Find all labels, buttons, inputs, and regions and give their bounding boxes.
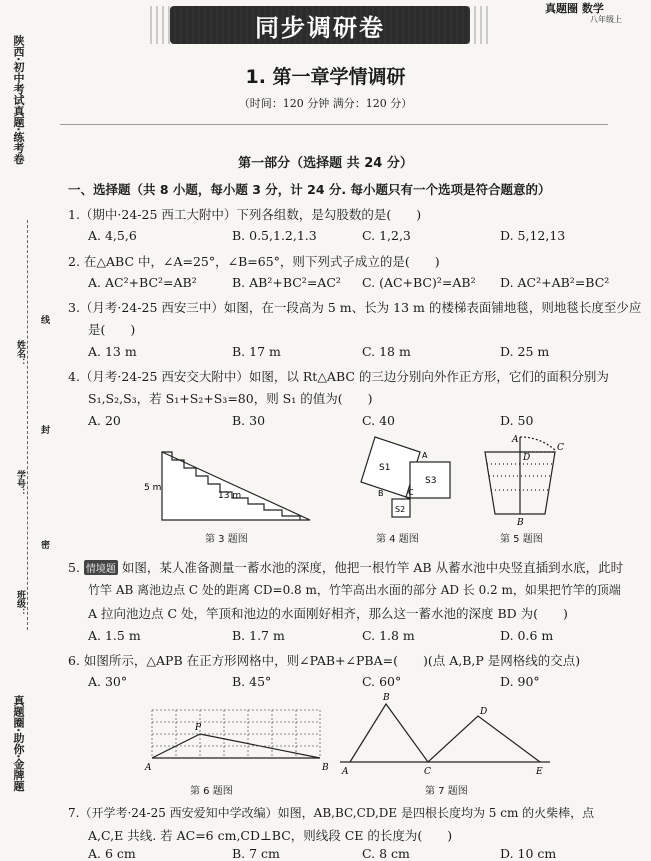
q5-option-b: B. 1.7 m xyxy=(232,628,285,643)
q2-option-c: C. (AC+BC)²=AB² xyxy=(362,275,476,290)
question-5-cont2: A 拉向池边点 C 处，竿顶和池边的水面刚好相齐，那么这一蓄水池的深度 BD 为( ) xyxy=(88,606,568,621)
fig7-a: A xyxy=(342,767,349,777)
question-1: 1.（期中·24-25 西工大附中）下列各组数，是勾股数的是( ) xyxy=(68,207,422,222)
grade-label: 八年级上 xyxy=(590,15,622,24)
fig3-height-label: 5 m xyxy=(144,483,162,493)
figure-3-stairs xyxy=(162,452,310,520)
q5-tag: 情境题 xyxy=(84,560,118,575)
fig7-b: B xyxy=(383,693,390,703)
q5-option-d: D. 0.6 m xyxy=(500,628,554,643)
q4-option-d: D. 50 xyxy=(500,413,534,428)
fig7-d: D xyxy=(480,707,488,717)
side-label: 线 xyxy=(39,315,49,324)
question-4-cont: S₁,S₂,S₃，若 S₁+S₂+S₃=80，则 S₁ 的值为( ) xyxy=(88,391,373,406)
question-7-cont: A,C,E 共线. 若 AC=6 cm,CD⊥BC，则线段 CE 的长度为( ) xyxy=(88,828,453,843)
figure-7-matchsticks xyxy=(340,704,550,762)
q7-option-b: B. 7 cm xyxy=(232,846,280,861)
fig4-b: B xyxy=(378,489,384,498)
fig7-c: C xyxy=(424,767,431,777)
figure-4-squares xyxy=(361,437,450,517)
side-label: 班级： xyxy=(15,590,25,617)
question-5 xyxy=(68,558,623,576)
q3-option-c: C. 18 m xyxy=(362,344,411,359)
part-title: 第一部分（选择题 共 24 分） xyxy=(238,156,413,171)
side-label: 姓名： xyxy=(15,340,25,367)
q6-option-b: B. 45° xyxy=(232,674,272,689)
q5-option-a: A. 1.5 m xyxy=(88,628,141,643)
chapter-title: 1. 第一章学情调研 xyxy=(245,66,406,88)
side-label: 密 xyxy=(39,540,49,549)
q6-option-c: C. 60° xyxy=(362,674,402,689)
binding-line xyxy=(27,220,28,630)
q1-option-d: D. 5,12,13 xyxy=(500,228,566,243)
q4-option-c: C. 40 xyxy=(362,413,395,428)
fig5-c: C xyxy=(557,443,564,453)
fig4-a: A xyxy=(422,451,428,460)
q5-stem: 如图，某人准备测量一蓄水池的深度，他把一根竹竿 AB 从蓄水池中央竖直插到水底，此时 xyxy=(121,560,624,575)
q2-option-d: D. AC²+AB²=BC² xyxy=(500,275,610,290)
q7-option-d: D. 10 cm xyxy=(500,846,557,861)
side-label: 学号： xyxy=(15,470,25,497)
q7-option-a: A. 6 cm xyxy=(88,846,136,861)
fig4-caption: 第 4 题图 xyxy=(376,534,419,545)
brand-label: 真题圈 数学 xyxy=(545,2,604,15)
fig5-a: A xyxy=(512,435,519,445)
fig7-caption: 第 7 题图 xyxy=(425,786,468,797)
fig5-b: B xyxy=(517,518,524,528)
question-6: 6. 如图所示，△APB 在正方形网格中，则∠PAB+∠PBA=( )(点 A,B,P 是网格线的交点) xyxy=(68,653,581,668)
fig4-c: C xyxy=(408,488,414,497)
q3-option-d: D. 25 m xyxy=(500,344,550,359)
question-2: 2. 在△ABC 中，∠A=25°，∠B=65°，则下列式子成立的是( ) xyxy=(68,254,440,269)
q6-option-d: D. 90° xyxy=(500,674,540,689)
q4-option-a: A. 20 xyxy=(88,413,121,428)
fig6-p: P xyxy=(195,723,202,733)
q2-option-b: B. AB²+BC²=AC² xyxy=(232,275,341,290)
fig5-caption: 第 5 题图 xyxy=(500,534,543,545)
q6-option-a: A. 30° xyxy=(88,674,128,689)
section-title: 一、选择题（共 8 小题，每小题 3 分，计 24 分. 每小题只有一个选项是符合题意的） xyxy=(68,182,551,197)
question-7: 7.（开学考·24-25 西安爱知中学改编）如图，AB,BC,CD,DE 是四根长度均为 5 cm 的火柴棒，点 xyxy=(68,806,595,820)
question-4: 4.（月考·24-25 西安交大附中）如图，以 Rt△ABC 的三边分别向外作正方形，它们的面积分别为 xyxy=(68,369,609,384)
question-5-cont: 竹竿 AB 离池边点 C 处的距离 CD=0.8 m，竹竿高出水面的部分 AD 长 0.2 m，如果把竹竿的顶端 xyxy=(88,583,621,597)
side-label: 封 xyxy=(39,425,49,434)
question-3-cont: 是( ) xyxy=(88,322,136,337)
figures-row-2 xyxy=(140,690,560,780)
fig4-s3: S3 xyxy=(425,476,437,486)
exam-time: （时间：120 分钟 满分：120 分） xyxy=(238,97,413,110)
question-3: 3.（月考·24-25 西安三中）如图，在一段高为 5 m、长为 13 m 的楼梯表面铺地毯，则地毯长度至少应 xyxy=(68,300,642,315)
figures-row-1 xyxy=(140,432,580,542)
header-banner: 同步调研卷 xyxy=(255,13,385,42)
sidebar-top-text: 陕西·初中考试真题·练考卷 xyxy=(12,35,25,165)
sidebar-bottom-text: 真题圈·助你·金牌题 xyxy=(12,695,25,792)
fig3-length-label: 13 m xyxy=(218,491,242,501)
q7-option-c: C. 8 cm xyxy=(362,846,410,861)
q1-option-c: C. 1,2,3 xyxy=(362,228,411,243)
q3-option-b: B. 17 m xyxy=(232,344,281,359)
divider xyxy=(60,124,608,125)
q1-option-b: B. 0.5,1.2,1.3 xyxy=(232,228,317,243)
q1-option-a: A. 4,5,6 xyxy=(88,228,137,243)
q5-number: 5. xyxy=(68,560,80,575)
q4-option-b: B. 30 xyxy=(232,413,266,428)
fig6-a: A xyxy=(145,763,152,773)
fig7-e: E xyxy=(536,767,543,777)
fig4-s2: S2 xyxy=(395,505,406,514)
fig6-caption: 第 6 题图 xyxy=(190,786,233,797)
figure-6-grid xyxy=(152,710,320,758)
fig4-s1: S1 xyxy=(379,463,391,473)
q3-option-a: A. 13 m xyxy=(88,344,137,359)
figure-5-pool xyxy=(485,437,555,514)
q2-option-a: A. AC²+BC²=AB² xyxy=(88,275,197,290)
fig6-b: B xyxy=(322,763,329,773)
fig5-d: D xyxy=(523,453,531,463)
fig3-caption: 第 3 题图 xyxy=(205,534,248,545)
q5-option-c: C. 1.8 m xyxy=(362,628,415,643)
